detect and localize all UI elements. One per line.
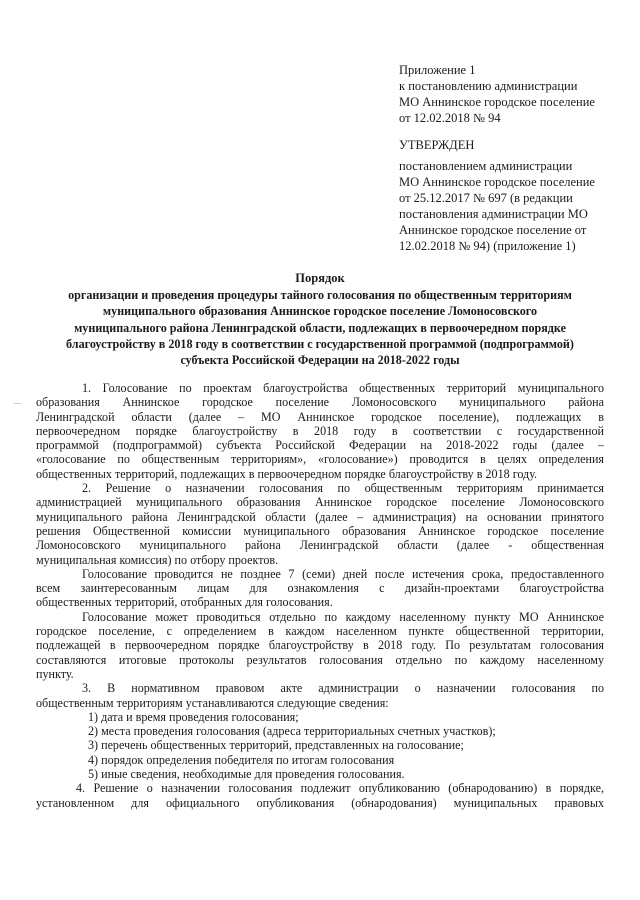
title-line: муниципального образования Аннинское городское поселение Ломоносовского (102, 304, 538, 319)
text-line: общественных территорий, подлежащих в первоочередном порядке благоустройству в 2018 году. (36, 466, 538, 481)
text-line: общественным территориям устанавливаются следующие сведения: (36, 695, 389, 710)
text-line: Голосование может проводиться отдельно по каждому населенному пункту МО Аннинское (82, 609, 604, 624)
text-line: Голосование проводится не позднее 7 (семи) дней после истечения срока, предоставленного (82, 566, 604, 581)
text-line: муниципального района Ленинградской области (далее – администрация) на основании принятого (36, 509, 604, 524)
text-line: всем заинтересованным лицам для ознакомления с дизайн-проектами благоустройства (36, 581, 604, 596)
list-item: 5) иные сведения, необходимые для проведения голосования. (88, 767, 405, 782)
text-line: образования Аннинское городское поселение Ломоносовского муниципального района (36, 395, 604, 410)
text-line: пункту. (36, 666, 74, 681)
title-line: организации и проведения процедуры тайного голосования по общественным территориям (68, 288, 572, 303)
text-line: «голосование по общественным территориям», «голосование») проводится в целях определения (36, 452, 604, 467)
approved-heading: УТВЕРЖДЕН (399, 138, 475, 152)
text-line: подлежащей в первоочередном порядке благоустройству в 2018 году. По результатам голосования (36, 638, 604, 653)
list-item: 1) дата и время проведения голосования; (88, 709, 299, 724)
text-line: 3. В нормативном правовом акте администрации о назначении голосования по (82, 681, 604, 696)
text-line: Ленинградской области (далее – МО Аннинское городское поселение), подлежащих в (36, 409, 604, 424)
approved-line: МО Аннинское городское поселение (399, 175, 595, 189)
requirements-list (36, 710, 604, 781)
list-item: 4) порядок определения победителя по итогам голосования (88, 752, 395, 767)
paragraph-3 (36, 567, 604, 610)
text-line: программой (подпрограммой) субъекта Российской Федерации на 2018-2022 годы (далее – (36, 438, 604, 453)
title-line: муниципального района Ленинградской области, подлежащих в первоочередном порядке (74, 320, 566, 335)
appendix-line: к постановлению администрации (399, 79, 578, 93)
list-item: 3) перечень общественных территорий, представленных на голосование; (88, 738, 464, 753)
title-heading: Порядок (295, 271, 345, 285)
text-line: муниципальная комиссия) по отбору проектов. (36, 552, 279, 567)
approved-line: от 25.12.2017 № 697 (в редакции (399, 191, 573, 205)
text-line: первоочередном порядке благоустройству в 2018 году в соответствии с государственной (36, 423, 604, 438)
text-line: установленном для официального опубликования (обнародования) муниципальных правовых (36, 795, 604, 810)
text-line: составляются итоговые протоколы результатов голосования отдельно по каждому населенному (36, 652, 604, 667)
paragraph-4 (36, 610, 604, 681)
text-line: решения Общественной комиссии муниципального образования Аннинское городское поселение (36, 523, 604, 538)
paragraph-6 (36, 781, 604, 810)
approved-line: постановлением администрации (399, 159, 573, 173)
appendix-line: МО Аннинское городское поселение (399, 95, 595, 109)
title-line: субъекта Российской Федерации на 2018-2022 годы (180, 353, 460, 368)
text-line: 1. Голосование по проектам благоустройства общественных территорий муниципального (82, 381, 604, 395)
approved-line: постановления администрации МО (399, 207, 588, 221)
text-line: 4. Решение о назначении голосования подлежит опубликованию (обнародованию) в порядке, (76, 781, 604, 796)
text-line: администрацией муниципального образования Аннинское городское поселение Ломоносовского (36, 495, 604, 510)
document-title (36, 270, 604, 368)
appendix-line: Приложение 1 (399, 63, 476, 77)
text-line: городское поселение, с определением в каждом населенном пункте общественной территории, (36, 624, 604, 639)
document-body (36, 381, 604, 810)
text-line: общественных территорий, отобранных для голосования. (36, 595, 333, 610)
appendix-reference (399, 62, 595, 126)
approved-line: Аннинское городское поселение от (399, 223, 587, 237)
list-item: 2) места проведения голосования (адреса территориальных счетных участков); (88, 724, 496, 739)
paragraph-1 (36, 381, 604, 481)
paragraph-5 (36, 681, 604, 710)
approval-stamp-text (399, 137, 595, 254)
title-line: благоустройству в 2018 году в соответствии с государственной программой (подпрограммой) (66, 336, 574, 351)
scan-margin-mark (14, 403, 21, 404)
approved-line: 12.02.2018 № 94) (приложение 1) (399, 239, 576, 253)
appendix-line: от 12.02.2018 № 94 (399, 111, 501, 125)
text-line: 2. Решение о назначении голосования по общественным территориям принимается (82, 481, 604, 496)
text-line: Ломоносовского муниципального района Ленинградской области (далее - общественная (36, 538, 604, 553)
paragraph-2 (36, 481, 604, 567)
